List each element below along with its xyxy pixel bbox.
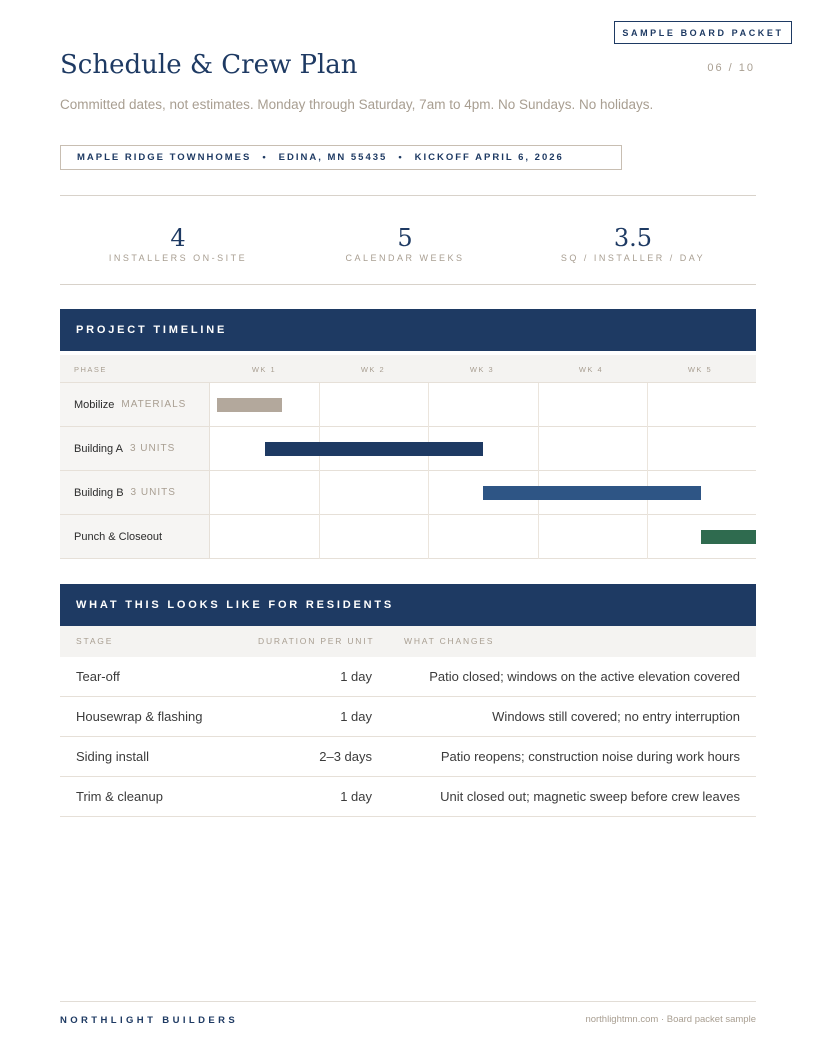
footer-note: northlightmn.com · Board packet sample (585, 1014, 756, 1025)
phase-label (60, 471, 210, 514)
week-header: WK 4 (578, 365, 604, 374)
stat-rate (513, 196, 753, 263)
footer-divider (60, 1001, 756, 1002)
phase-detail: 3 UNITS (130, 487, 176, 498)
week-gridline (538, 383, 539, 559)
phase-detail: 3 UNITS (129, 443, 176, 454)
gantt-row-punch-closeout (60, 515, 756, 559)
residents-table-header (60, 626, 756, 657)
stat-value: 3.5 (613, 224, 653, 252)
table-row (60, 777, 756, 817)
separator-dot: • (398, 152, 404, 163)
phase-name: Building B (74, 486, 124, 499)
project-kickoff: KICKOFF APRIL 6, 2026 (414, 152, 564, 163)
stat-label: INSTALLERS ON-SITE (108, 253, 248, 263)
changes-cell: Unit closed out; magnetic sweep before crew leaves (440, 789, 740, 804)
column-header-changes: WHAT CHANGES (404, 636, 495, 646)
stat-installers (58, 196, 298, 263)
phase-label (60, 427, 210, 470)
page-title: Schedule & Crew Plan (60, 50, 358, 80)
page-subtitle: Committed dates, not estimates. Monday through Saturday, 7am to 4pm. No Sundays. No holidays. (60, 97, 654, 112)
table-row (60, 657, 756, 697)
phase-name: Punch & Closeout (74, 530, 163, 543)
stats-row (60, 196, 756, 284)
phase-name: Building A (74, 442, 123, 455)
residents-table (60, 626, 756, 817)
changes-cell: Patio reopens; construction noise during work hours (440, 749, 740, 764)
phase-label (60, 383, 210, 426)
project-location: EDINA, MN 55435 (278, 152, 388, 163)
project-info-box (60, 145, 622, 170)
table-row (60, 697, 756, 737)
stat-weeks (285, 196, 525, 263)
week-header: WK 1 (251, 365, 277, 374)
timeline-section-header: PROJECT TIMELINE (60, 309, 756, 351)
changes-cell: Windows still covered; no entry interruption (492, 709, 740, 724)
phase-name: Mobilize (74, 398, 115, 411)
table-row (60, 737, 756, 777)
divider (60, 284, 756, 285)
gantt-bar-building-b (483, 486, 701, 500)
week-header: WK 3 (469, 365, 495, 374)
week-gridline (428, 383, 429, 559)
stat-label: CALENDAR WEEKS (345, 253, 465, 263)
stage-cell: Trim & cleanup (76, 789, 163, 804)
gantt-row-mobilize (60, 383, 756, 427)
gantt-bar-building-a (265, 442, 483, 456)
duration-cell: 1 day (340, 709, 372, 724)
duration-cell: 2–3 days (319, 749, 372, 764)
gantt-chart (60, 355, 756, 560)
stage-cell: Housewrap & flashing (76, 709, 203, 724)
footer-brand: NORTHLIGHT BUILDERS (60, 1015, 239, 1026)
column-header-stage: STAGE (76, 636, 114, 646)
residents-section-header: WHAT THIS LOOKS LIKE FOR RESIDENTS (60, 584, 756, 626)
stage-cell: Tear-off (76, 669, 120, 684)
changes-cell: Patio closed; windows on the active elevation covered (429, 669, 740, 684)
stat-label: SQ / INSTALLER / DAY (560, 253, 706, 263)
project-name: MAPLE RIDGE TOWNHOMES (77, 152, 252, 163)
stage-cell: Siding install (76, 749, 149, 764)
duration-cell: 1 day (340, 789, 372, 804)
phase-detail: MATERIALS (121, 399, 187, 410)
column-header-duration: DURATION PER UNIT (258, 636, 375, 646)
duration-cell: 1 day (340, 669, 372, 684)
week-header: WK 2 (360, 365, 386, 374)
sample-board-packet-badge: SAMPLE BOARD PACKET (614, 21, 792, 44)
phase-label (60, 515, 210, 558)
stat-value: 4 (170, 224, 186, 252)
separator-dot: • (262, 152, 268, 163)
week-gridline (319, 383, 320, 559)
week-header: WK 5 (687, 365, 713, 374)
gantt-bar-mobilize (217, 398, 283, 412)
page-number: 06 / 10 (707, 62, 755, 74)
gantt-header (60, 355, 756, 383)
stat-value: 5 (397, 224, 413, 252)
week-gridline (647, 383, 648, 559)
gantt-bar-punch-closeout (701, 530, 756, 544)
phase-column-header: PHASE (74, 365, 107, 374)
